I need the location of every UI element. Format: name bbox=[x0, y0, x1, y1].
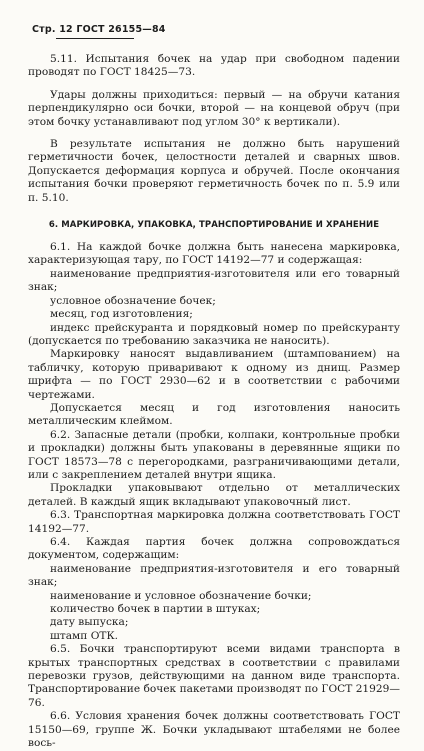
list-item: штамп ОТК. bbox=[50, 629, 119, 642]
paragraph: Маркировку наносят выдавливанием (штампованием) на табличку, которую приваривают к одному из днищ. Размер шрифта — по ГОСТ 2930—62 и в соответствии с рабочими чертежами. bbox=[28, 348, 400, 401]
list-item: дату выпуска; bbox=[50, 616, 129, 629]
section-heading: 6. МАРКИРОВКА, УПАКОВКА, ТРАНСПОРТИРОВАНИЕ И ХРАНЕНИЕ bbox=[48, 220, 380, 231]
paragraph: 6.2. Запасные детали (пробки, колпаки, контрольные пробки и прокладки) должны быть упакованы в деревянные ящики по ГОСТ 18573—78 с перегородками, разграничивающими детали, или с закреплением деталей внутри ящика. bbox=[28, 428, 400, 481]
paragraph: 6.3. Транспортная маркировка должна соответствовать ГОСТ 14192—77. bbox=[28, 509, 400, 535]
paragraph: Удары должны приходиться: первый — на обручи катания перпендикулярно оси бочки, второй — на концевой обруч (при этом бочку устанавливают под углом 30° к вертикали). bbox=[28, 88, 400, 128]
list-item: наименование предприятия-изготовителя и его товарный знак; bbox=[28, 562, 400, 589]
page-header: Стр. 12 ГОСТ 26155—84 bbox=[32, 24, 166, 35]
paragraph: 6.4. Каждая партия бочек должна сопровождаться документом, содержащим: bbox=[28, 536, 400, 562]
paragraph: Допускается месяц и год изготовления наносить металлическим клеймом. bbox=[28, 401, 400, 428]
paragraph: 6.1. На каждой бочке должна быть нанесена маркировка, характеризующая тару, по ГОСТ 14192—77 и содержащая: bbox=[28, 241, 400, 267]
document-body bbox=[28, 53, 400, 751]
paragraph: В результате испытания не должно быть нарушений герметичности бочек, целостности деталей и сварных швов. Допускается деформация корпуса и обручей. После окончания испытания бочки проверяют герметичность бочек по п. 5.9 или п. 5.10. bbox=[28, 138, 400, 204]
list-item: месяц, год изготовления; bbox=[50, 308, 193, 321]
list-item: наименование предприятия-изготовителя или его товарный знак; bbox=[28, 267, 400, 294]
list-item: условное обозначение бочек; bbox=[50, 294, 216, 307]
list-item: наименование и условное обозначение бочки; bbox=[50, 589, 312, 602]
list-item: количество бочек в партии в штуках; bbox=[50, 603, 261, 616]
paragraph: 5.11. Испытания бочек на удар при свободном падении проводят по ГОСТ 18425—73. bbox=[28, 53, 400, 79]
header-rule bbox=[56, 38, 134, 39]
paragraph: 6.5. Бочки транспортируют всеми видами транспорта в крытых транспортных средствах в соответствии с правилами перевозки грузов, действующими на данном виде транспорта. Транспортирование бочек пакетами производят по ГОСТ 21929—76. bbox=[28, 643, 400, 709]
list-item: индекс прейскуранта и порядковый номер по прейскуранту (допускается по требованию заказчика не наносить). bbox=[28, 321, 400, 347]
paragraph: 6.6. Условия хранения бочек должны соответствовать ГОСТ 15150—69, группе Ж. Бочки укладывают штабелями не более вось- bbox=[28, 710, 400, 750]
paragraph: Прокладки упаковывают отдельно от металлических деталей. В каждый ящик вкладывают упаковочный лист. bbox=[28, 482, 400, 508]
